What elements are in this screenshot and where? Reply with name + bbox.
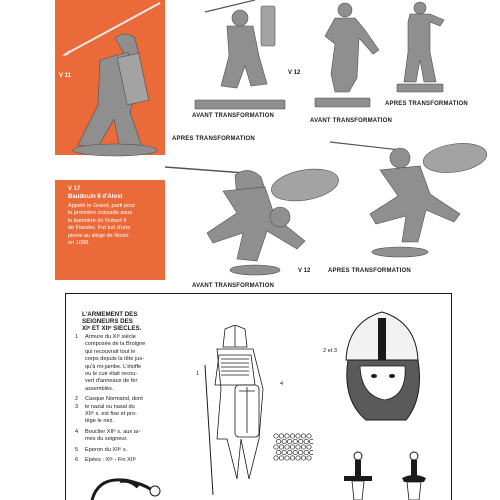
chainmail-ring — [293, 439, 297, 443]
knight-illustration — [195, 325, 275, 500]
armement-item — [75, 447, 185, 454]
armement-item-line: ou le cuir était recou- — [85, 371, 138, 378]
chainmail-ring — [301, 434, 305, 438]
swords-illustration — [340, 450, 440, 500]
armement-item-text — [85, 396, 185, 426]
v17-desc-line: la bannière de Robert II — [68, 217, 127, 224]
chainmail-ring — [285, 434, 289, 438]
chainmail-ring — [274, 434, 278, 438]
caption-avant-3: AVANT TRANSFORMATION — [192, 283, 274, 289]
armement-item-line: qu'à mi-jambe. L'étoffe — [85, 363, 142, 370]
chainmail-ring — [290, 456, 294, 460]
armement-item-line: Armure du XIᵉ siècle — [85, 334, 136, 340]
callout-2-et-3: 2 et 3 — [323, 348, 337, 354]
chainmail-ring — [277, 439, 281, 443]
armement-item-num: 1 — [75, 334, 79, 340]
spur-illustration — [90, 475, 170, 500]
chainmail-ring — [310, 439, 314, 443]
figurine-v12-apres-image-2 — [385, 0, 455, 100]
chainmail-ring — [279, 445, 283, 449]
chainmail-ring — [304, 439, 308, 443]
armement-item-line: assemblés. — [85, 385, 114, 392]
chainmail-ring — [299, 439, 303, 443]
armement-item-text — [85, 334, 185, 393]
armement-item-line: composée de la Broigne — [85, 341, 146, 348]
chainmail-ring — [290, 434, 294, 438]
armement-item-num: 2 3 — [75, 396, 79, 410]
chainmail-ring — [304, 450, 308, 454]
chainmail-ring — [307, 456, 311, 460]
callout-1: 1 — [196, 371, 200, 377]
chainmail-ring — [285, 445, 289, 449]
armement-list — [75, 334, 185, 465]
chainmail-ring — [296, 456, 300, 460]
armement-item-line: vert d'anneaux de fer — [85, 378, 138, 385]
armement-item-line: Eperon du XIIᵉ s. — [85, 446, 128, 453]
armement-item-num: 6 — [75, 457, 79, 464]
chainmail-ring — [296, 445, 300, 449]
label-v11: V 11 — [59, 73, 72, 79]
armement-item — [75, 429, 185, 444]
helmet-illustration — [340, 310, 425, 430]
armement-item — [75, 334, 185, 393]
armement-item-text — [85, 457, 185, 464]
v17-desc-line: de Flandre. Fut tué d'une — [68, 225, 131, 232]
label-v17: V 17 — [68, 186, 81, 192]
figurine-v12-avant-image — [185, 0, 300, 115]
chainmail-ring — [296, 434, 300, 438]
v17-desc-line: Appelé le Grand, parti pour — [68, 203, 136, 209]
chainmail-ring — [301, 456, 305, 460]
callout-4: 4 — [280, 381, 284, 387]
chainmail-ring — [301, 445, 305, 449]
chainmail-pattern — [273, 433, 313, 463]
armement-item — [75, 457, 185, 464]
chainmail-ring — [307, 445, 311, 449]
chainmail-ring — [288, 450, 292, 454]
figurine-v12-apres-image-1 — [305, 0, 385, 115]
armement-title-line: L'ARMEMENT DES — [82, 311, 138, 318]
v17-desc-line: en 1098. — [68, 240, 90, 247]
figurine-v17-apres-image — [330, 140, 490, 275]
chainmail-ring — [277, 450, 281, 454]
armement-item-line: Casque Normand, dont — [85, 396, 143, 403]
chainmail-ring — [279, 434, 283, 438]
armement-item-line: le nazal ou nasal du — [85, 403, 135, 410]
armement-item-num: 5 — [75, 446, 79, 453]
chainmail-ring — [288, 439, 292, 443]
chainmail-ring — [293, 450, 297, 454]
armement-item-line: qui recouvrait tout le — [85, 348, 136, 355]
armement-item-line: Epées : XIᵉ - Fin XIIᵉ — [85, 457, 137, 464]
chainmail-ring — [279, 456, 283, 460]
armement-item-line: corps depuis la tête jus- — [85, 356, 145, 363]
armement-item-line: Bouclier XIIᵉ s. aux ar- — [85, 428, 141, 435]
chainmail-ring — [274, 456, 278, 460]
armement-item-line: tège le nez. — [85, 418, 114, 425]
chainmail-ring — [274, 445, 278, 449]
v17-description — [68, 203, 164, 247]
caption-apres-1: APRES TRANSFORMATION — [385, 101, 468, 107]
chainmail-ring — [282, 450, 286, 454]
chainmail-ring — [282, 439, 286, 443]
caption-avant-1: AVANT TRANSFORMATION — [192, 113, 274, 119]
caption-avant-2: AVANT TRANSFORMATION — [310, 118, 392, 124]
armement-item-line: XIIᵉ s. est fixe et pro- — [85, 411, 137, 418]
chainmail-ring — [299, 450, 303, 454]
armement-title — [82, 311, 141, 333]
v17-name: Baudouin II d'Alost — [68, 194, 123, 200]
armement-item-text — [85, 447, 185, 454]
caption-apres-3: APRES TRANSFORMATION — [328, 268, 411, 274]
armement-item-text — [85, 429, 185, 444]
armement-item — [75, 396, 185, 426]
figurine-v11-image — [60, 0, 170, 160]
armement-title-line: SEIGNEURS DES — [82, 318, 133, 326]
figurine-v17-avant-image — [165, 155, 345, 280]
chainmail-ring — [285, 456, 289, 460]
armement-item-num: 4 — [75, 428, 79, 435]
caption-apres-2: APRES TRANSFORMATION — [172, 136, 255, 142]
v17-desc-line: la première croisade sous — [68, 210, 133, 217]
label-v12-b: V 12 — [298, 268, 311, 274]
chainmail-ring — [310, 450, 314, 454]
chainmail-ring — [290, 445, 294, 449]
label-v12-a: V 12 — [288, 70, 301, 76]
armement-item-line: mes du seigneur. — [85, 436, 128, 443]
chainmail-ring — [307, 434, 311, 438]
armement-title-line: XIᵉ ET XIIᵉ SIECLES. — [82, 325, 142, 333]
v17-desc-line: pierre au siège de Nicée — [68, 232, 129, 239]
